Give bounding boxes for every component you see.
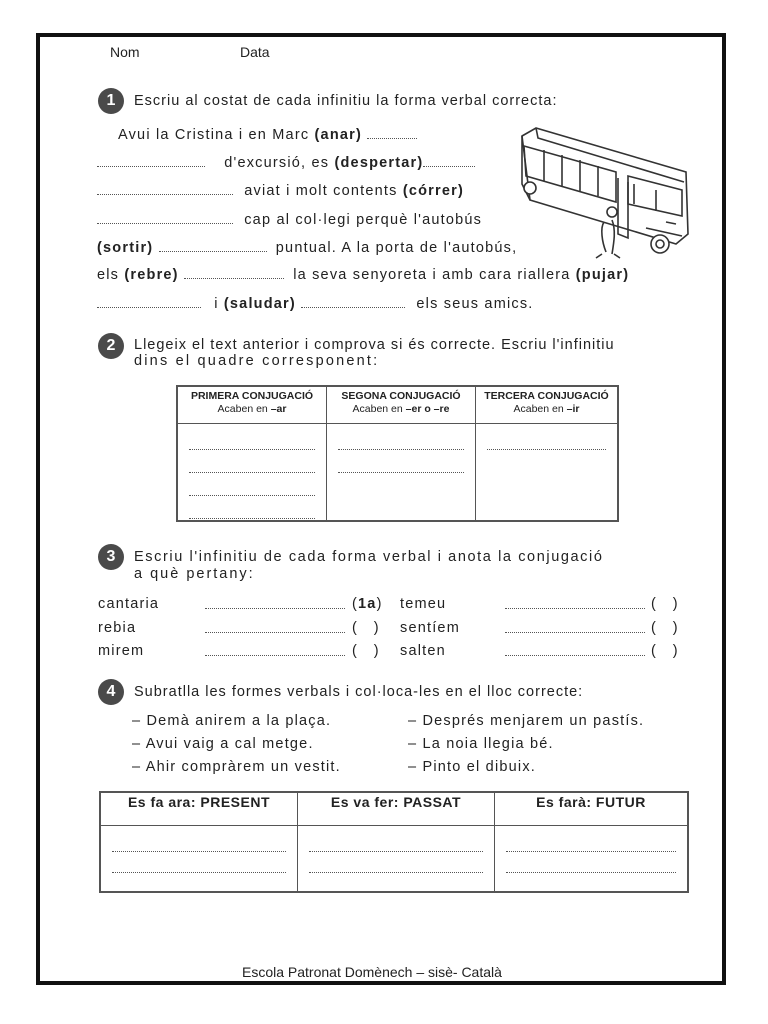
future-header: Es farà: FUTUR: [495, 792, 689, 826]
third-conjugation-header: [476, 386, 619, 424]
ex1-text: els seus amics.: [416, 296, 534, 312]
present-header: Es fa ara: PRESENT: [100, 792, 298, 826]
date-label: Data: [240, 44, 270, 60]
ex1-verb: (saludar): [223, 296, 296, 312]
answer-blank[interactable]: [97, 184, 233, 195]
ex3-conjugation[interactable]: ( ): [651, 620, 679, 636]
ex1-text: aviat i molt contents: [244, 183, 398, 199]
exercise-1-instruction: Escriu al costat de cada infinitiu la forma verbal correcta:: [134, 93, 558, 109]
header-title: SEGONA CONJUGACIÓ: [341, 390, 461, 402]
header-title: TERCERA CONJUGACIÓ: [484, 390, 609, 402]
exercise-3-instruction: Escriu l'infinitiu de cada forma verbal i anota la conjugació: [134, 549, 604, 565]
exercise-2-instruction-cont: dins el quadre corresponent:: [134, 353, 380, 369]
sentence: – Pinto el dibuix.: [408, 759, 536, 775]
exercise-3-instruction-cont: a què pertany:: [134, 566, 255, 582]
sentence: – Després menjarem un pastís.: [408, 713, 645, 729]
first-conjugation-header: [177, 386, 327, 424]
answer-blank[interactable]: [97, 213, 233, 224]
first-conjugation-cell[interactable]: [177, 424, 327, 522]
ex3-word: rebia: [98, 620, 137, 636]
ex1-verb: (pujar): [575, 267, 630, 283]
ex1-verb: (despertar): [334, 155, 424, 171]
answer-blank[interactable]: [505, 598, 645, 609]
ex1-text: Avui la Cristina i en Marc: [118, 127, 310, 143]
ex1-verb: (córrer): [402, 183, 464, 199]
ex1-verb: (sortir): [97, 240, 154, 256]
ex1-verb: (anar): [314, 127, 363, 143]
header-sub: Acaben en: [217, 403, 268, 415]
second-conjugation-header: [327, 386, 476, 424]
present-cell[interactable]: [100, 826, 298, 893]
ex1-text: puntual. A la porta de l'autobús,: [275, 240, 518, 256]
answer-blank[interactable]: [301, 297, 405, 308]
name-label: Nom: [110, 44, 140, 60]
ex1-line-4: [97, 212, 482, 228]
ex1-text: els: [97, 267, 120, 283]
sentence: – Avui vaig a cal metge.: [132, 736, 314, 752]
answer-blank[interactable]: [205, 622, 345, 633]
future-cell[interactable]: [495, 826, 689, 893]
header-sub: Acaben en: [513, 403, 564, 415]
sentence: – Demà anirem a la plaça.: [132, 713, 332, 729]
answer-blank[interactable]: [505, 622, 645, 633]
header-ending: –ir: [566, 403, 580, 415]
exercise-3-number: 3: [98, 544, 124, 570]
ex3-conjugation[interactable]: ( ): [651, 596, 679, 612]
answer-blank[interactable]: [423, 156, 475, 167]
ex3-word: mirem: [98, 643, 145, 659]
bus-illustration: [516, 124, 692, 262]
past-header: Es va fer: PASSAT: [298, 792, 495, 826]
past-cell[interactable]: [298, 826, 495, 893]
ex1-line-6: [97, 267, 629, 283]
answer-blank[interactable]: [159, 241, 267, 252]
header-ending: –er o –re: [405, 403, 450, 415]
ex3-word: sentíem: [400, 620, 460, 636]
header-ending: –ar: [270, 403, 287, 415]
exercise-4-number: 4: [98, 679, 124, 705]
ex1-text: i: [214, 296, 219, 312]
ex1-text: cap al col·legi perquè l'autobús: [244, 212, 483, 228]
ex3-word: salten: [400, 643, 446, 659]
answer-blank[interactable]: [505, 645, 645, 656]
exercise-1-number: 1: [98, 88, 124, 114]
ex3-conjugation[interactable]: ( ): [352, 620, 380, 636]
header-sub: Acaben en: [352, 403, 403, 415]
ex3-conjugation[interactable]: ( ): [651, 643, 679, 659]
ex1-line-1: [118, 127, 417, 143]
third-conjugation-cell[interactable]: [476, 424, 619, 522]
answer-blank[interactable]: [184, 268, 284, 279]
ex3-word: cantaria: [98, 596, 160, 612]
ex3-conjugation: (1a): [352, 596, 383, 612]
answer-blank[interactable]: [97, 156, 205, 167]
ex1-verb: (rebre): [124, 267, 179, 283]
exercise-4-instruction: Subratlla les formes verbals i col·loca-les en el lloc correcte:: [134, 684, 584, 700]
sentence: – La noia llegia bé.: [408, 736, 554, 752]
tense-table: [99, 791, 689, 893]
answer-blank[interactable]: [205, 598, 345, 609]
conjugation-table: [176, 385, 619, 522]
second-conjugation-cell[interactable]: [327, 424, 476, 522]
ex1-line-3: [97, 183, 464, 199]
answer-blank[interactable]: [367, 128, 417, 139]
ex1-text: la seva senyoreta i amb cara riallera: [293, 267, 571, 283]
header-title: PRIMERA CONJUGACIÓ: [190, 390, 314, 402]
ex1-line-7: [97, 296, 534, 312]
answer-blank[interactable]: [205, 645, 345, 656]
ex3-conjugation[interactable]: ( ): [352, 643, 380, 659]
exercise-2-number: 2: [98, 333, 124, 359]
ex1-line-5: [97, 240, 517, 256]
ex1-line-2: [97, 155, 475, 171]
ex1-text: d'excursió, es: [224, 155, 330, 171]
conjugation-answer: 1a: [358, 596, 377, 612]
ex3-word: temeu: [400, 596, 447, 612]
answer-blank[interactable]: [97, 297, 201, 308]
footer-school: Escola Patronat Domènech – sisè- Català: [242, 964, 502, 980]
sentence: – Ahir compràrem un vestit.: [132, 759, 341, 775]
exercise-2-instruction: Llegeix el text anterior i comprova si és correcte. Escriu l'infinitiu: [134, 337, 615, 353]
